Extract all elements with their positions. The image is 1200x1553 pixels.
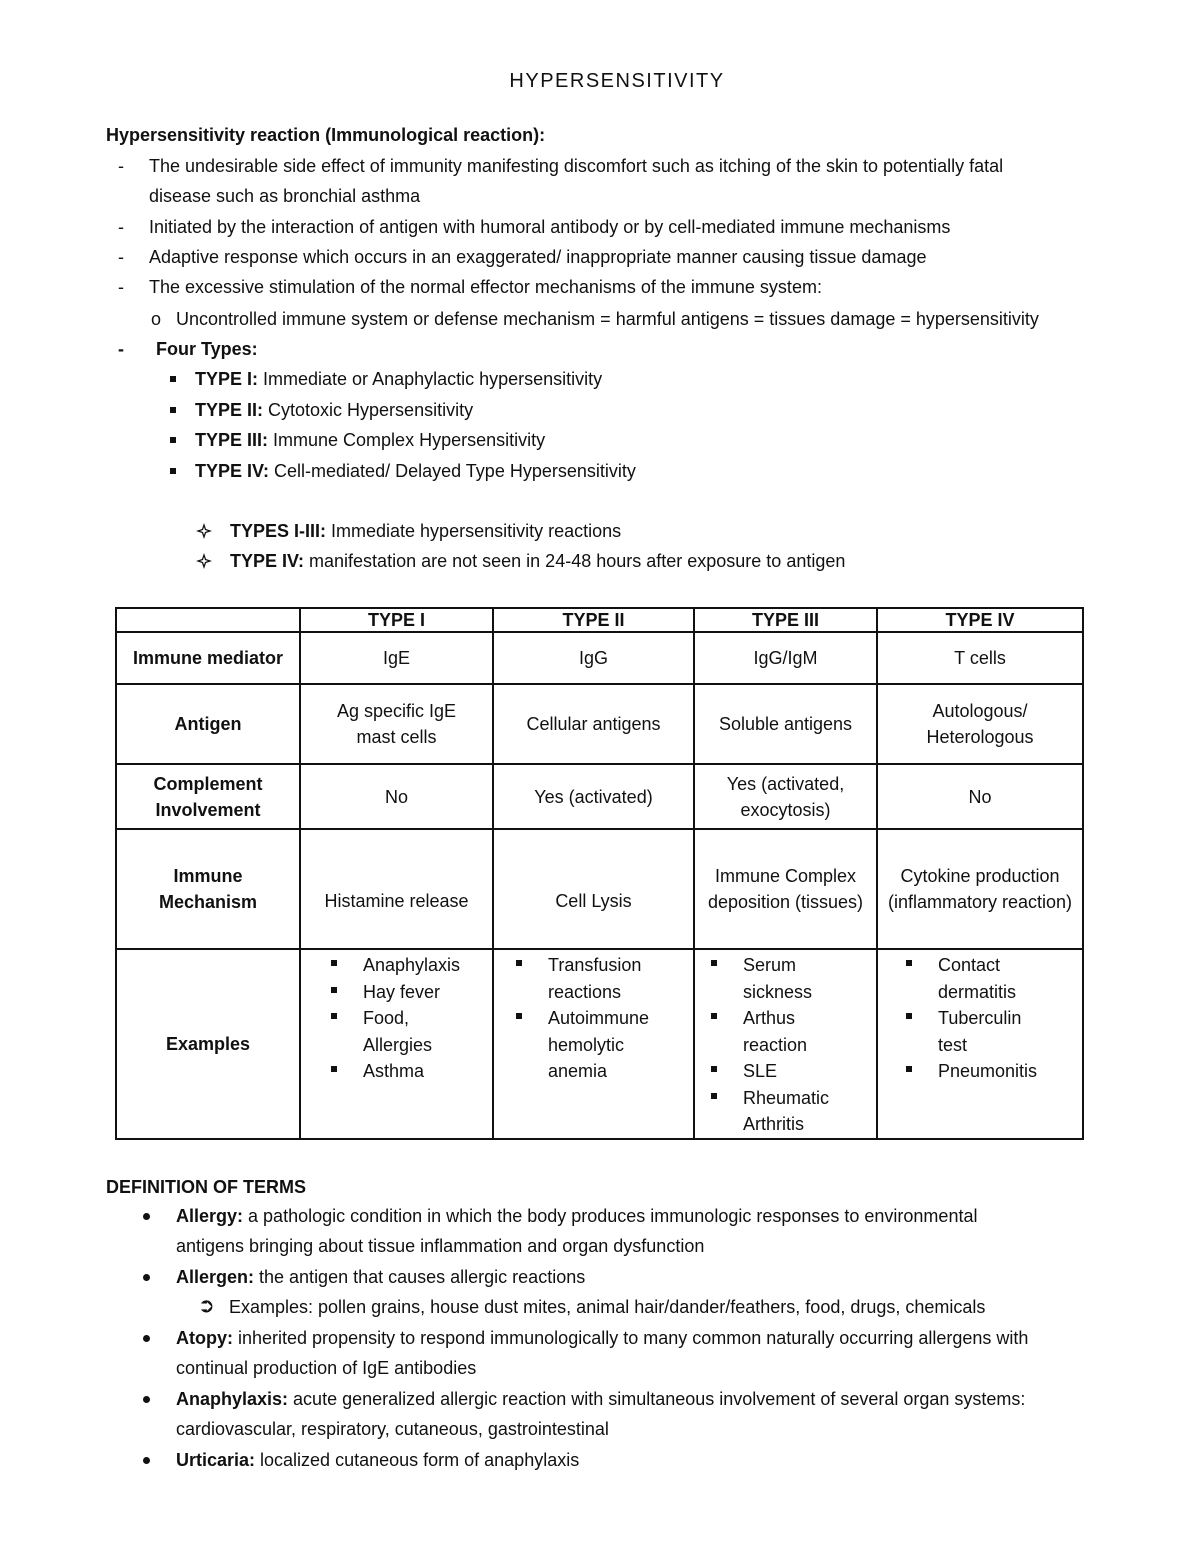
bullet-dot-icon xyxy=(143,1457,150,1464)
four-diamond-icon xyxy=(196,553,212,569)
list-item: Anaphylaxis xyxy=(331,952,486,979)
square-bullet-icon xyxy=(170,376,176,382)
def-allergy-term: Allergy: xyxy=(176,1206,244,1226)
type-4-label: TYPE IV: xyxy=(195,461,270,481)
examples-type-2 xyxy=(493,949,694,1139)
table-cell: Yes (activated, exocytosis) xyxy=(694,764,877,829)
table-cell: Histamine release xyxy=(300,829,493,949)
table-cell: T cells xyxy=(877,632,1083,684)
list-item: Contact dermatitis xyxy=(906,952,1028,1005)
table-cell: Yes (activated) xyxy=(493,764,694,829)
square-bullet-icon xyxy=(170,407,176,413)
table-cell: Cytokine production (inflammatory reaction) xyxy=(877,829,1083,949)
row-label-antigen: Antigen xyxy=(116,684,300,764)
list-item: Asthma xyxy=(331,1058,486,1085)
note-1-text: Immediate hypersensitivity reactions xyxy=(326,521,622,541)
intro-point-1: The undesirable side effect of immunity manifesting discomfort such as itching of the skin to potentially fatal xyxy=(149,156,1004,176)
def-urticaria xyxy=(176,1449,579,1471)
table-row xyxy=(116,829,1083,949)
table-row xyxy=(116,684,1083,764)
note-2-text: manifestation are not seen in 24-48 hours after exposure to antigen xyxy=(304,551,846,571)
def-allergy-cont: antigens bringing about tissue inflammation and organ dysfunction xyxy=(176,1236,705,1256)
table-row xyxy=(116,764,1083,829)
dash-marker: - xyxy=(118,247,124,267)
list-item: Hay fever xyxy=(331,979,486,1006)
intro-point-2: Initiated by the interaction of antigen with humoral antibody or by cell-mediated immune mechanisms xyxy=(149,217,951,237)
row-label-examples: Examples xyxy=(116,949,300,1139)
sub-bullet-marker: o xyxy=(151,309,162,329)
def-anaphylaxis-term: Anaphylaxis: xyxy=(176,1389,289,1409)
dash-marker: - xyxy=(118,156,124,176)
square-bullet-icon xyxy=(170,468,176,474)
def-allergen-text: the antigen that causes allergic reactions xyxy=(254,1267,586,1287)
list-item: Pneumonitis xyxy=(906,1058,1076,1085)
table-row xyxy=(116,949,1083,1139)
def-atopy-text: inherited propensity to respond immunologically to many common naturally occurring allergens with xyxy=(233,1328,1029,1348)
type-3-text: Immune Complex Hypersensitivity xyxy=(268,430,546,450)
def-anaphylaxis-text: acute generalized allergic reaction with simultaneous involvement of several organ systems: xyxy=(288,1389,1026,1409)
def-allergy xyxy=(176,1205,977,1227)
type-3-label: TYPE III: xyxy=(195,430,269,450)
def-anaphylaxis xyxy=(176,1388,1025,1410)
examples-type-3 xyxy=(694,949,877,1139)
intro-sub-point: Uncontrolled immune system or defense mechanism = harmful antigens = tissues damage = hypersensitivity xyxy=(176,309,1039,329)
dash-marker: - xyxy=(118,217,124,237)
intro-heading: Hypersensitivity reaction (Immunological reaction): xyxy=(106,125,546,145)
table-cell: Cellular antigens xyxy=(493,684,694,764)
note-2-label: TYPE IV: xyxy=(230,551,305,571)
table-cell: IgE xyxy=(300,632,493,684)
bullet-dot-icon xyxy=(143,1335,150,1342)
table-header-cell: TYPE IV xyxy=(877,608,1083,632)
hypersensitivity-comparison-table xyxy=(115,607,1084,1140)
def-atopy-cont: continual production of IgE antibodies xyxy=(176,1358,477,1378)
type-1-text: Immediate or Anaphylactic hypersensitivity xyxy=(258,369,603,389)
note-1-label: TYPES I-III: xyxy=(230,521,327,541)
four-diamond-icon xyxy=(196,523,212,539)
bullet-dot-icon xyxy=(143,1274,150,1281)
row-label-immune-mediator: Immune mediator xyxy=(116,632,300,684)
intro-point-4: The excessive stimulation of the normal effector mechanisms of the immune system: xyxy=(149,277,822,297)
table-cell: IgG/IgM xyxy=(694,632,877,684)
table-header-cell xyxy=(116,608,300,632)
table-cell: Ag specific IgE mast cells xyxy=(300,684,493,764)
bullet-dot-icon xyxy=(143,1213,150,1220)
def-anaphylaxis-cont: cardiovascular, respiratory, cutaneous, gastrointestinal xyxy=(176,1419,609,1439)
list-item: Arthus reaction xyxy=(711,1005,823,1058)
table-cell: No xyxy=(877,764,1083,829)
table-header-cell: TYPE II xyxy=(493,608,694,632)
table-cell: Soluble antigens xyxy=(694,684,877,764)
row-label-immune-mechanism: Immune Mechanism xyxy=(116,829,300,949)
table-cell: No xyxy=(300,764,493,829)
dash-marker: - xyxy=(118,277,124,297)
dash-marker: - xyxy=(118,339,124,359)
list-item: Autoimmune hemolytic anemia xyxy=(516,1005,668,1085)
type-2-label: TYPE II: xyxy=(195,400,264,420)
def-allergy-text: a pathologic condition in which the body produces immunologic responses to environmental xyxy=(243,1206,978,1226)
type-4-item xyxy=(195,460,636,482)
table-cell: IgG xyxy=(493,632,694,684)
type-2-text: Cytotoxic Hypersensitivity xyxy=(263,400,474,420)
list-item: Serum sickness xyxy=(711,952,823,1005)
def-atopy-term: Atopy: xyxy=(176,1328,233,1348)
intro-point-1-cont: disease such as bronchial asthma xyxy=(149,186,421,206)
table-cell: Immune Complex deposition (tissues) xyxy=(694,829,877,949)
def-urticaria-term: Urticaria: xyxy=(176,1450,256,1470)
table-cell: Cell Lysis xyxy=(493,829,694,949)
page-title: HYPERSENSITIVITY xyxy=(509,70,725,92)
def-allergen-examples: Examples: pollen grains, house dust mites, animal hair/dander/feathers, food, drugs, chemicals xyxy=(229,1297,986,1317)
def-urticaria-text: localized cutaneous form of anaphylaxis xyxy=(255,1450,580,1470)
bullet-dot-icon xyxy=(143,1396,150,1403)
type-4-text: Cell-mediated/ Delayed Type Hypersensitivity xyxy=(269,461,636,481)
list-item: Rheumatic Arthritis xyxy=(711,1085,833,1138)
examples-type-4 xyxy=(877,949,1083,1139)
square-bullet-icon xyxy=(170,437,176,443)
definitions-heading: DEFINITION OF TERMS xyxy=(106,1177,306,1197)
def-allergen xyxy=(176,1266,585,1288)
table-header-cell: TYPE I xyxy=(300,608,493,632)
note-types-1-3 xyxy=(230,520,621,542)
type-3-item xyxy=(195,429,545,451)
list-item: Tuberculin test xyxy=(906,1005,1028,1058)
list-item: SLE xyxy=(711,1058,870,1085)
table-header-row xyxy=(116,608,1083,632)
four-types-label: Four Types: xyxy=(156,339,258,359)
intro-point-3: Adaptive response which occurs in an exaggerated/ inappropriate manner causing tissue damage xyxy=(149,247,927,267)
arrow-icon: ➲ xyxy=(198,1295,215,1317)
list-item: Transfusion reactions xyxy=(516,952,658,1005)
table-header-cell: TYPE III xyxy=(694,608,877,632)
def-allergen-term: Allergen: xyxy=(176,1267,255,1287)
table-cell: Autologous/ Heterologous xyxy=(877,684,1083,764)
def-atopy xyxy=(176,1327,1028,1349)
type-1-label: TYPE I: xyxy=(195,369,259,389)
examples-type-1 xyxy=(300,949,493,1139)
row-label-complement: Complement Involvement xyxy=(116,764,300,829)
type-1-item xyxy=(195,368,602,390)
table-row xyxy=(116,632,1083,684)
type-2-item xyxy=(195,399,473,421)
note-type-4 xyxy=(230,550,845,572)
list-item: Food, Allergies xyxy=(331,1005,443,1058)
